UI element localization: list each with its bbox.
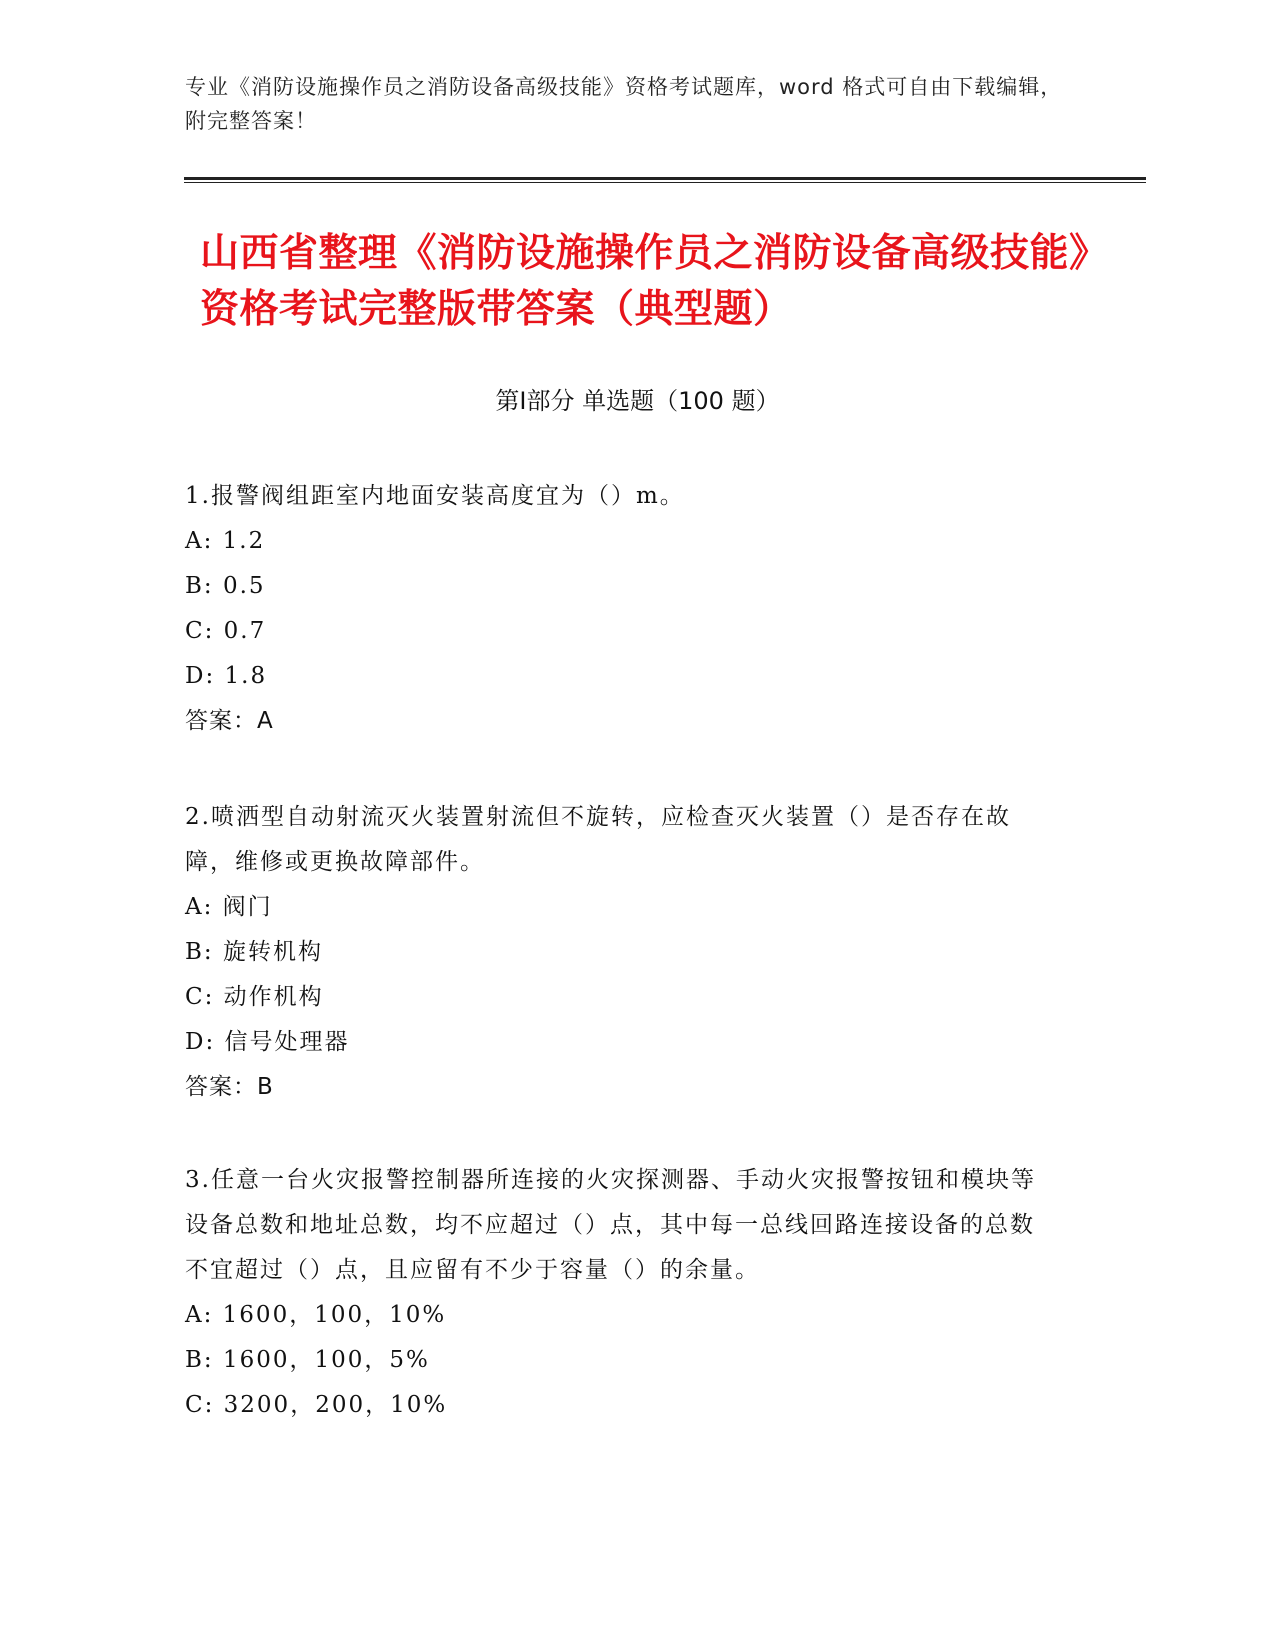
option-c: C: 3200，200，10% — [185, 1392, 448, 1418]
option-b: B: 0.5 — [185, 573, 266, 599]
option-a: A: 1.2 — [185, 528, 266, 554]
question-stem: 1.报警阀组距室内地面安装高度宜为（）m。 — [185, 483, 685, 509]
option-a: A: 阀门 — [185, 894, 273, 920]
answer: 答案：B — [185, 1074, 274, 1100]
option-c: C: 0.7 — [185, 618, 267, 644]
header-divider-thin — [184, 182, 1146, 183]
question-stem: 3.任意一台火灾报警控制器所连接的火灾探测器、手动火灾报警按钮和模块等设备总数和地址总数，均不应超过（）点，其中每一总线回路连接设备的总数不宜超过（）点，且应留有不少于容量（）的余量。 — [185, 1167, 1036, 1283]
option-b: B: 1600，100，5% — [185, 1347, 430, 1373]
question-stem: 2.喷洒型自动射流灭火装置射流但不旋转，应检查灭火装置（）是否存在故障，维修或更换故障部件。 — [185, 804, 1011, 875]
option-d: D: 信号处理器 — [185, 1029, 350, 1055]
section-heading: 第Ⅰ部分 单选题（100 题） — [495, 387, 780, 415]
question-1 — [185, 474, 1055, 744]
option-a: A: 1600，100，10% — [185, 1302, 447, 1328]
document-title: 山西省整理《消防设施操作员之消防设备高级技能》资格考试完整版带答案（典型题） — [200, 231, 1090, 332]
header-note: 专业《消防设施操作员之消防设备高级技能》资格考试题库，word 格式可自由下载编辑，附完整答案！ — [185, 75, 1063, 133]
question-3 — [185, 1158, 1055, 1428]
answer: 答案：A — [185, 708, 274, 734]
header-divider-thick — [184, 177, 1146, 180]
question-2 — [185, 795, 1055, 1110]
option-b: B: 旋转机构 — [185, 939, 323, 965]
option-d: D: 1.8 — [185, 663, 268, 689]
option-c: C: 动作机构 — [185, 984, 324, 1010]
